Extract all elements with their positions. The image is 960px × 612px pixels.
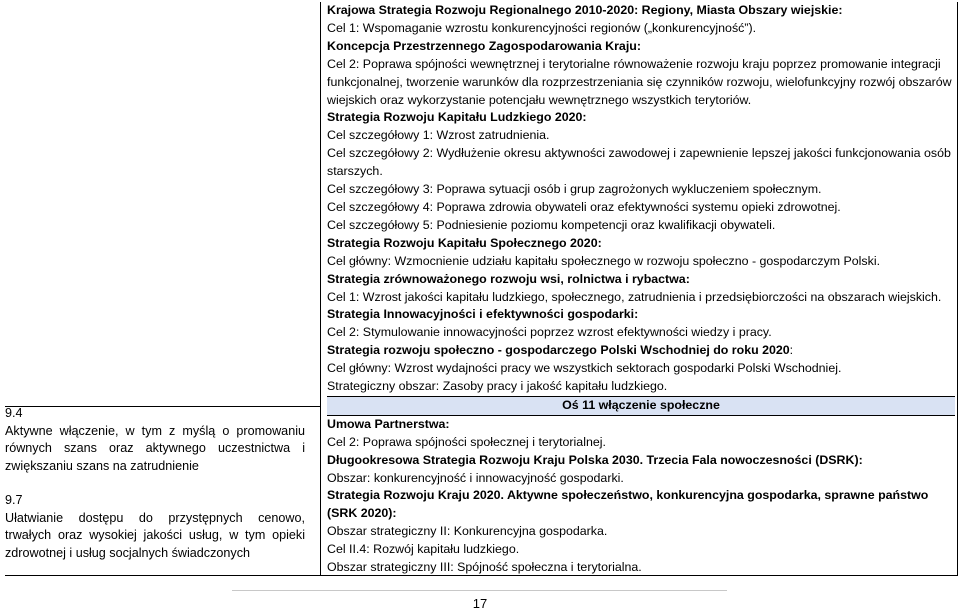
up-goal: Cel 2: Poprawa spójności społecznej i terytorialnej. bbox=[327, 434, 606, 449]
srk-area-3: Obszar strategiczny III: Spójność społeczna i terytorialna. bbox=[327, 560, 642, 575]
srks-goal: Cel główny: Wzmocnienie udziału kapitału społecznego w rozwoju społeczno - gospodarczym Polski. bbox=[327, 253, 881, 268]
kpzk-goal: Cel 2: Poprawa spójności wewnętrznej i terytorialne równoważenie rozwoju kraju poprzez promowanie integracji funkcjonalnej, tworzenie warunków dla rozprzestrzeniania się czynników rozwoju, wielofunkcyjny rozwój obszarów wiejskich oraz wykorzystanie potencjału wewnętrznego wszystkich terytoriów. bbox=[327, 56, 952, 107]
srks-title: Strategia Rozwoju Kapitału Społecznego 2020: bbox=[327, 235, 602, 250]
srkl-goal-1: Cel szczegółowy 1: Wzrost zatrudnienia. bbox=[327, 128, 550, 143]
investment-priorities bbox=[5, 405, 305, 562]
srk-area-2: Obszar strategiczny II: Konkurencyjna gospodarka. bbox=[327, 524, 608, 539]
footer-rule bbox=[232, 590, 727, 591]
up-title: Umowa Partnerstwa: bbox=[327, 416, 450, 431]
szrw-goal: Cel 1: Wzrost jakości kapitału ludzkiego, społecznego, zatrudnienia i przedsiębiorczości na obszarach wiejskich. bbox=[327, 289, 942, 304]
szrw-title: Strategia zrównoważonego rozwoju wsi, rolnictwa i rybactwa: bbox=[327, 271, 690, 286]
krsr-title: Krajowa Strategia Rozwoju Regionalnego 2010-2020: Regiony, Miasta Obszary wiejskie: bbox=[327, 3, 843, 17]
srkl-goal-5: Cel szczegółowy 5: Podniesienie poziomu kompetencji oraz kwalifikacji obywateli. bbox=[327, 217, 776, 232]
srk-goal: Cel II.4: Rozwój kapitału ludzkiego. bbox=[327, 542, 520, 557]
priority-number-9-4: 9.4 bbox=[5, 406, 23, 420]
kpzk-title: Koncepcja Przestrzennego Zagospodarowania Kraju: bbox=[327, 38, 641, 53]
dsr-title: Długookresowa Strategia Rozwoju Kraju Polska 2030. Trzecia Fala nowoczesności (DSRK): bbox=[327, 452, 863, 467]
srspw-area: Strategiczny obszar: Zasoby pracy i jakość kapitału ludzkiego. bbox=[327, 379, 668, 394]
srspw-colon: : bbox=[789, 343, 794, 358]
strategy-column bbox=[327, 2, 955, 577]
srkl-goal-2: Cel szczegółowy 2: Wydłużenie okresu aktywności zawodowej i zapewnienie lepszej jakości funkcjonowania osób starszych. bbox=[327, 146, 951, 179]
table-bottom-border bbox=[5, 575, 958, 576]
page-number: 17 bbox=[472, 596, 488, 611]
sieg-goal: Cel 2: Stymulowanie innowacyjności poprzez wzrost efektywności wiedzy i pracy. bbox=[327, 325, 772, 340]
axis-banner: Oś 11 włączenie społeczne bbox=[327, 396, 955, 416]
srkl-goal-3: Cel szczegółowy 3: Poprawa sytuacji osób i grup zagrożonych wykluczeniem społecznym. bbox=[327, 182, 822, 197]
priority-text-9-4: Aktywne włączenie, w tym z myślą o promowaniu równych szans oraz aktywnego uczestnictwa i zwiększaniu szans na zatrudnienie bbox=[5, 423, 305, 473]
dsr-area: Obszar: konkurencyjność i innowacyjność gospodarki. bbox=[327, 470, 624, 485]
srspw-title: Strategia rozwoju społeczno - gospodarczego Polski Wschodniej do roku 2020 bbox=[327, 343, 790, 358]
sieg-title: Strategia Innowacyjności i efektywności gospodarki: bbox=[327, 307, 639, 322]
priority-text-9-7: Ułatwianie dostępu do przystępnych cenowo, trwałych oraz wysokiej jakości usług, w tym opieki zdrowotnej i usług socjalnych świadczonych bbox=[5, 510, 305, 560]
srspw-title-line bbox=[327, 342, 955, 360]
srspw-goal: Cel główny: Wzrost wydajności pracy we wszystkich sektorach gospodarki Polski Wschodniej. bbox=[327, 361, 842, 376]
srkl-title: Strategia Rozwoju Kapitału Ludzkiego 2020: bbox=[327, 110, 587, 125]
krsr-goal: Cel 1: Wspomaganie wzrostu konkurencyjności regionów („konkurencyjność”). bbox=[327, 20, 757, 35]
table-right-border bbox=[957, 2, 958, 575]
priority-number-9-7: 9.7 bbox=[5, 493, 23, 507]
srkl-goal-4: Cel szczegółowy 4: Poprawa zdrowia obywateli oraz efektywności systemu opieki zdrowotnej. bbox=[327, 199, 841, 214]
srk-title: Strategia Rozwoju Kraju 2020. Aktywne społeczeństwo, konkurencyjna gospodarka, sprawne państwo (SRK 2020): bbox=[327, 488, 929, 521]
